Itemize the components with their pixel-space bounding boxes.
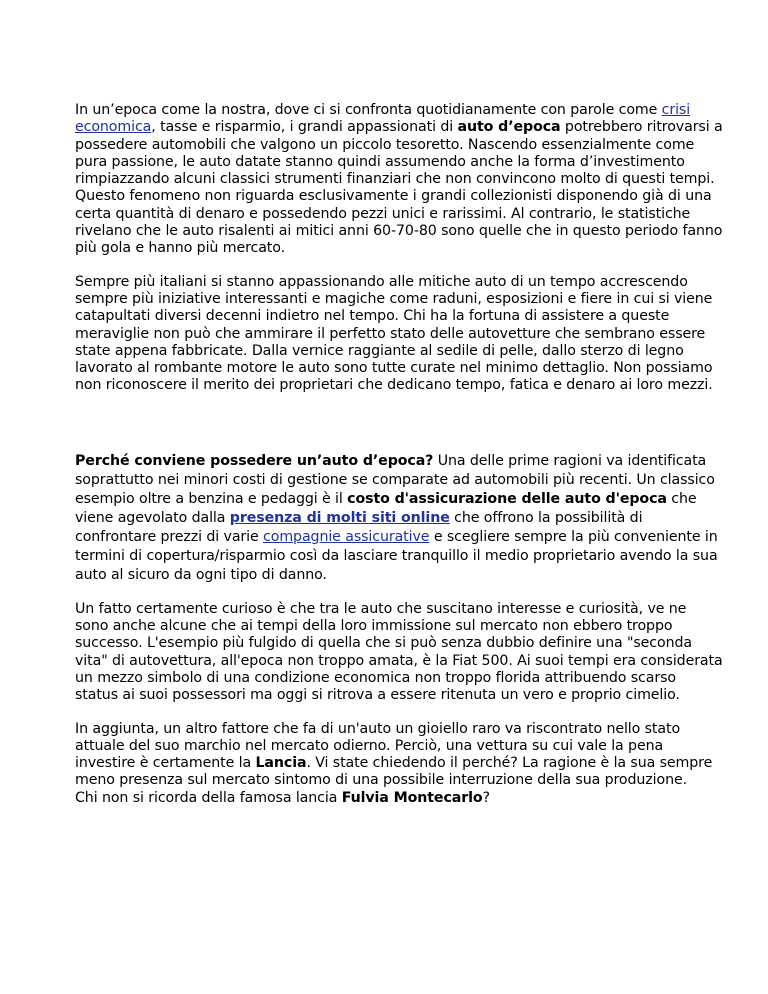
bold-lancia: Lancia xyxy=(255,755,307,772)
text: In un’epoca come la nostra, dove ci si confronta quotidianamente con parole come xyxy=(75,102,662,118)
bold-fulvia-montecarlo: Fulvia Montecarlo xyxy=(341,789,483,806)
text: , tasse e risparmio, i grandi appassionati di xyxy=(151,119,458,136)
paragraph-passion: Sempre più italiani si stanno appassionando alle mitiche auto di un tempo accrescendo sempre più iniziative interessanti e magiche come raduni, esposizioni e fiere in cui si viene catapultati diversi decenni indietro nel tempo. Chi ha la fortuna di assistere a queste meraviglie non può che ammirare il perfetto stato delle autovetture che sembrano essere state appena fabbricate. Dalla vernice raggiante al sedile di pelle, dallo sterzo di legno lavorato al rombante motore le auto sono tutte curate nel minimo dettaglio. Non possiamo non riconoscere il merito dei proprietari che dedicano tempo, fatica e denaro ai loro mezzi. xyxy=(75,273,713,394)
text: e scegliere sempre la più conveniente in termini di copertura/risparmio così da lasciare tranquillo il medio proprietario avendo la sua auto al sicuro da ogni tipo di danno. xyxy=(75,528,718,583)
text: . Vi state chiedendo il perché? La ragione è la sua sempre meno presenza sul mercato sintomo di una possibile interruzione della sua produzione. xyxy=(75,755,713,789)
link-compagnie-assicurative[interactable]: compagnie assicurative xyxy=(263,528,430,545)
text: Questo fenomeno non riguarda esclusivamente i grandi collezionisti disponendo già di una certa quantità di denaro e possedendo pezzi unici e rarissimi. Al contrario, le statistiche rivelano che le auto risalenti ai mitici anni 60-70-80 sono quelle che in questo periodo fanno più gola e hanno più mercato. xyxy=(75,188,723,257)
bold-costo-assicurazione: costo d'assicurazione delle auto d'epoca xyxy=(347,490,667,507)
text: ? xyxy=(482,789,490,806)
text: che offrono la possibilità di confrontare prezzi di varie xyxy=(75,509,643,545)
paragraph-why xyxy=(75,452,723,585)
link-crisi-economica[interactable]: crisi economica xyxy=(75,102,691,136)
paragraph-lancia xyxy=(75,721,723,807)
text: In aggiunta, un altro fattore che fa di un'auto un gioiello raro va riscontrato nello stato attuale del suo marchio nel mercato odierno. Perciò, una vettura su cui vale la pena investire è certamente la xyxy=(75,720,681,772)
paragraph-fiat-500: Un fatto certamente curioso è che tra le auto che suscitano interesse e curiosità, ve ne sono anche alcune che ai tempi della loro immissione sul mercato non ebbero troppo successo. L'esempio più fulgido di quella che si può senza dubbio definire una "seconda vita" di autovettura, all'epoca non troppo amata, è la Fiat 500. Ai suoi tempi era considerata un mezzo simbolo di una condizione economica non troppo florida attribuendo scarso status ai suoi possessori ma oggi si ritrova a essere ritenuta un vero e proprio cimelio. xyxy=(75,600,723,704)
text: che viene agevolato dalla xyxy=(75,490,697,526)
paragraph-intro xyxy=(75,102,723,258)
document-body xyxy=(75,102,723,807)
section-heading: Perché conviene possedere un’auto d’epoca? xyxy=(75,452,434,469)
bold-auto-depoca: auto d’epoca xyxy=(457,119,561,136)
text: Una delle prime ragioni va identificata soprattutto nei minori costi di gestione se comparate ad automobili più recenti. Un classico esempio oltre a benzina e pedaggi è il xyxy=(75,452,715,507)
text: potrebbero ritrovarsi a possedere automobili che valgono un piccolo tesoretto. Nascendo essenzialmente come pura passione, le auto datate stanno quindi assumendo anche la forma d’investimento rimpiazzando alcuni classici strumenti finanziari che non convincono molto di questi tempi. xyxy=(75,119,723,188)
link-presenza-siti-online[interactable]: presenza di molti siti online xyxy=(229,509,450,526)
text: Chi non si ricorda della famosa lancia xyxy=(75,789,342,806)
